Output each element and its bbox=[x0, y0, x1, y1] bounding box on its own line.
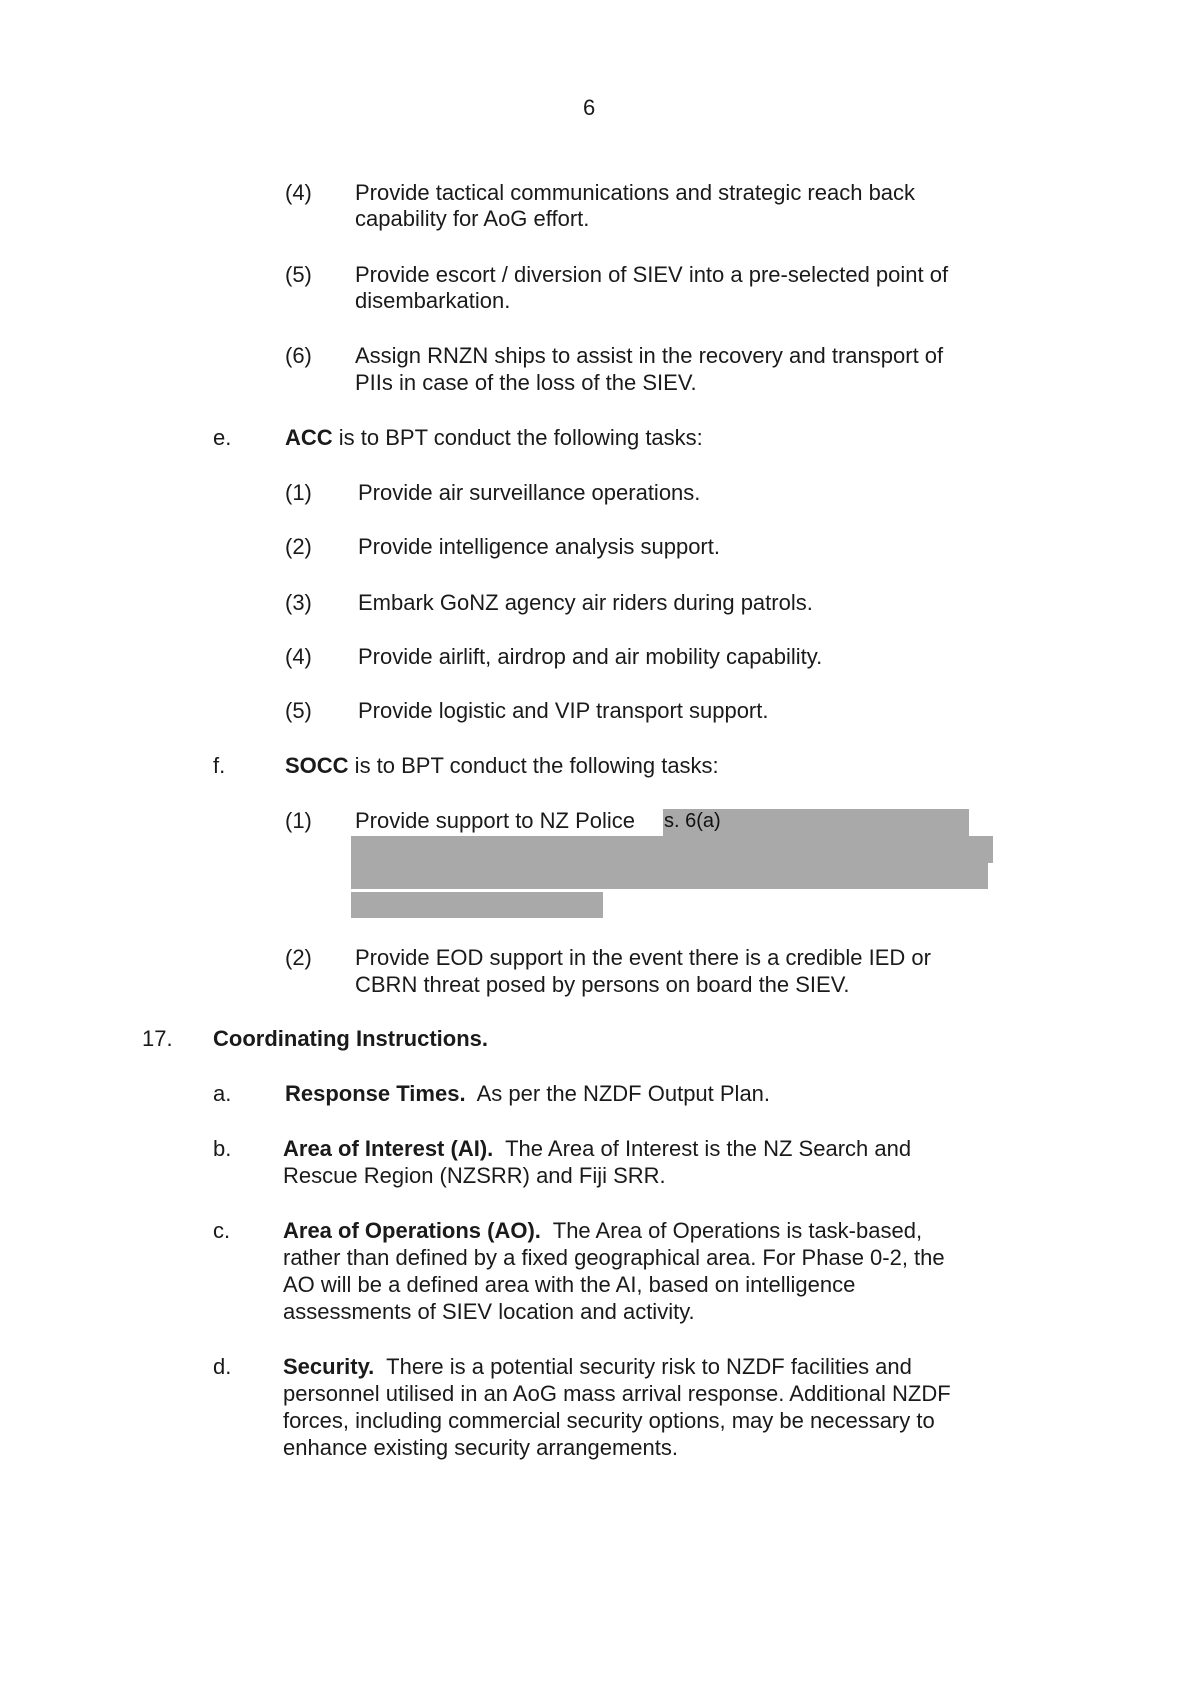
para-line: assessments of SIEV location and activity. bbox=[283, 1299, 695, 1324]
para-line: Rescue Region (NZSRR) and Fiji SRR. bbox=[283, 1163, 666, 1188]
para-line: As per the NZDF Output Plan. bbox=[465, 1081, 771, 1106]
para-text bbox=[283, 1135, 911, 1162]
para-label: f. bbox=[213, 753, 226, 778]
para-line: rather than defined by a fixed geographical area. For Phase 0-2, the bbox=[283, 1245, 945, 1270]
para-heading bbox=[285, 424, 703, 451]
para-line: The Area of Operations is task-based, bbox=[540, 1218, 923, 1243]
para-bold: Area of Interest (AI). bbox=[283, 1136, 494, 1161]
para-label: c. bbox=[213, 1218, 231, 1243]
item-text: Provide tactical communications and strategic reach back bbox=[355, 180, 916, 205]
item-text: PIIs in case of the loss of the SIEV. bbox=[355, 370, 697, 395]
para-text bbox=[283, 1217, 922, 1244]
item-number: (2) bbox=[285, 534, 312, 559]
para-heading bbox=[285, 752, 719, 779]
item-number: (1) bbox=[285, 480, 312, 505]
item-text: Provide escort / diversion of SIEV into a pre-selected point of bbox=[355, 262, 949, 287]
para-line: enhance existing security arrangements. bbox=[283, 1435, 678, 1460]
heading-bold: SOCC bbox=[285, 753, 349, 778]
item-text: capability for AoG effort. bbox=[355, 206, 590, 231]
section-title-text: Coordinating Instructions. bbox=[213, 1026, 488, 1051]
item-number: (5) bbox=[285, 262, 312, 287]
redaction-block bbox=[351, 863, 988, 889]
page-number: 6 bbox=[583, 95, 596, 120]
para-label: e. bbox=[213, 425, 232, 450]
item-number: (2) bbox=[285, 945, 312, 970]
item-text: Embark GoNZ agency air riders during patrols. bbox=[358, 590, 813, 615]
para-label: b. bbox=[213, 1136, 232, 1161]
item-number: (6) bbox=[285, 343, 312, 368]
item-text: Provide intelligence analysis support. bbox=[358, 534, 720, 559]
item-number: (4) bbox=[285, 644, 312, 669]
para-label: d. bbox=[213, 1354, 232, 1379]
item-number: (1) bbox=[285, 808, 312, 833]
section-title bbox=[213, 1025, 488, 1052]
item-number: (4) bbox=[285, 180, 312, 205]
para-bold: Response Times. bbox=[285, 1081, 466, 1106]
para-line: There is a potential security risk to NZDF facilities and bbox=[374, 1354, 912, 1379]
redaction-block bbox=[351, 892, 603, 918]
item-text: Provide air surveillance operations. bbox=[358, 480, 701, 505]
heading-text: is to BPT conduct the following tasks: bbox=[348, 753, 719, 778]
para-line: forces, including commercial security options, may be necessary to bbox=[283, 1408, 935, 1433]
heading-bold: ACC bbox=[285, 425, 333, 450]
item-text: Provide airlift, airdrop and air mobility capability. bbox=[358, 644, 823, 669]
item-text: disembarkation. bbox=[355, 288, 511, 313]
heading-text: is to BPT conduct the following tasks: bbox=[332, 425, 703, 450]
item-text: Provide support to NZ Police bbox=[355, 808, 636, 833]
redaction-label: s. 6(a) bbox=[664, 810, 721, 832]
redaction-block bbox=[351, 836, 993, 863]
para-line: AO will be a defined area with the AI, based on intelligence bbox=[283, 1272, 856, 1297]
item-text: Provide logistic and VIP transport support. bbox=[358, 698, 769, 723]
section-number: 17. bbox=[142, 1026, 173, 1051]
item-number: (5) bbox=[285, 698, 312, 723]
para-bold: Security. bbox=[283, 1354, 375, 1379]
para-line: The Area of Interest is the NZ Search and bbox=[493, 1136, 912, 1161]
para-bold: Area of Operations (AO). bbox=[283, 1218, 541, 1243]
item-text: CBRN threat posed by persons on board the SIEV. bbox=[355, 972, 850, 997]
para-line: personnel utilised in an AoG mass arrival response. Additional NZDF bbox=[283, 1381, 951, 1406]
item-number: (3) bbox=[285, 590, 312, 615]
item-text: Provide EOD support in the event there is a credible IED or bbox=[355, 945, 931, 970]
para-text bbox=[283, 1353, 912, 1380]
para-label: a. bbox=[213, 1081, 232, 1106]
para-text bbox=[285, 1080, 770, 1107]
item-text: Assign RNZN ships to assist in the recovery and transport of bbox=[355, 343, 944, 368]
